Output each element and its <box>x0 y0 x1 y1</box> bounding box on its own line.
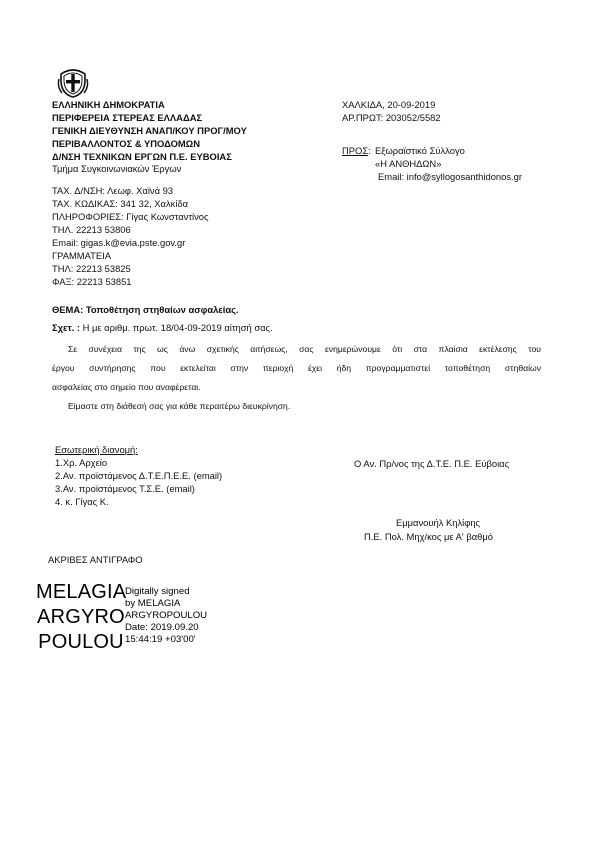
body-paragraph: Είμαστε στη διάθεσή σας για κάθε περαιτέρω διευκρίνηση. <box>68 401 291 411</box>
body-line: Σε συνέχεια της ως άνω σχετικής αιτήσεως, σας ενημερώνουμε ότι στα πλαίσια εκτέλεσης του <box>68 344 541 354</box>
signature-info-line: by MELAGIA <box>125 598 181 609</box>
protocol-number: ΑΡ.ΠΡΩΤ: 203052/5582 <box>342 112 441 123</box>
header-line: ΓΕΝΙΚΗ ΔΙΕΥΘΥΝΣΗ ΑΝΑΠ/ΚΟΥ ΠΡΟΓ/ΜΟΥ <box>52 125 247 136</box>
contact-line: ΤΗΛ. 22213 53806 <box>52 224 131 235</box>
distribution-title: Εσωτερική διανομή: <box>55 444 138 455</box>
internal-distribution <box>55 443 222 508</box>
recipient-name-2: «Η ΑΝΘΗΔΩΝ» <box>375 158 442 169</box>
digital-signature-info <box>125 586 207 646</box>
body-line: έργου συντήρησης που εκτελείται στην περιοχή έχει ήδη προγραμματιστεί τοποθέτηση στηθαίων <box>52 363 541 373</box>
recipient-colon: : <box>368 145 371 156</box>
contact-line: ΓΡΑΜΜΑΤΕΙΑ <box>52 250 111 261</box>
contact-line: ΤΑΧ. ΚΩΔΙΚΑΣ: 341 32, Χαλκίδα <box>52 198 189 209</box>
issue-date: ΧΑΛΚΙΔΑ, 20-09-2019 <box>342 99 436 110</box>
certified-copy-label: ΑΚΡΙΒΕΣ ΑΝΤΙΓΡΑΦΟ <box>48 554 143 565</box>
signature-name-line: POULOU <box>38 631 124 653</box>
reference-text: Η με αριθμ. πρωτ. 18/04-09-2019 αίτησή σας. <box>82 322 273 333</box>
distribution-item: 3.Αν. προϊστάμενος Τ.Σ.Ε. (email) <box>55 483 195 494</box>
contact-line: ΤΑΧ. Δ/ΝΣΗ: Λεωφ. Χαϊνά 93 <box>52 185 174 196</box>
signatory-role: Π.Ε. Πολ. Μηχ/κος με Α' βαθμό <box>364 531 493 542</box>
header-line: Δ/ΝΣΗ ΤΕΧΝΙΚΩΝ ΕΡΓΩΝ Π.Ε. ΕΥΒΟΙΑΣ <box>52 151 232 162</box>
recipient-details <box>375 144 465 170</box>
contact-line: ΦΑΞ: 22213 53851 <box>52 276 132 287</box>
recipient-email: Email: info@syllogosanthidonos.gr <box>378 171 522 182</box>
signature-info-line: Date: 2019.09.20 <box>125 622 199 633</box>
subject-line <box>52 303 239 316</box>
contact-block <box>52 184 209 288</box>
contact-line: ΠΛΗΡΟΦΟΡΙΕΣ: Γίγας Κωνσταντίνος <box>52 211 209 222</box>
distribution-item: 2.Αν. προϊστάμενος Δ.Τ.Ε.Π.Ε.Ε. (email) <box>55 470 223 481</box>
header-line: ΕΛΛΗΝΙΚΗ ΔΗΜΟΚΡΑΤΙΑ <box>52 99 165 110</box>
distribution-item: 4. κ. Γίγας Κ. <box>55 496 109 507</box>
signatory-title: Ο Αν. Πρ/νος της Δ.Τ.Ε. Π.Ε. Εύβοιας <box>354 458 510 469</box>
contact-line: Email: gigas.k@evia.pste.gov.gr <box>52 237 186 248</box>
header-line: ΠΕΡΙΦΕΡΕΙΑ ΣΤΕΡΕΑΣ ΕΛΛΑΔΑΣ <box>52 112 203 123</box>
signature-name-line: MELAGIA <box>36 581 127 603</box>
signatory-name: Εμμανουήλ Κηλίφης <box>396 517 481 528</box>
recipient-block <box>342 144 371 157</box>
reference-label: Σχετ. : <box>52 322 80 333</box>
contact-line: ΤΗΛ: 22213 53825 <box>52 263 131 274</box>
subject-text: Τοποθέτηση στηθαίων ασφαλείας. <box>85 304 239 315</box>
date-ref-block <box>342 98 441 124</box>
signature-info-line: Digitally signed <box>125 586 190 597</box>
issuer-header <box>52 98 247 163</box>
recipient-label: ΠΡΟΣ <box>342 145 369 156</box>
body-line: ασφαλείας στο σημείο που αναφέρεται. <box>52 382 201 392</box>
signature-info-line: ARGYROPOULOU <box>125 610 208 621</box>
signature-name-line: ARGYRO <box>37 606 125 628</box>
department-line: Τμήμα Συγκοινωνιακών Έργων <box>52 163 182 174</box>
greek-coat-of-arms-emblem <box>56 65 90 99</box>
recipient-name: Εξωραϊστικό Σύλλογο <box>375 145 465 156</box>
signature-info-line: 15:44:19 +03'00' <box>125 634 196 645</box>
distribution-item: 1.Χρ. Αρχείο <box>55 457 108 468</box>
reference-line <box>52 321 273 334</box>
subject-label: ΘΕΜΑ: <box>52 304 84 315</box>
header-line: ΠΕΡΙΒΑΛΛΟΝΤΟΣ & ΥΠΟΔΟΜΩΝ <box>52 138 200 149</box>
digital-signature-name <box>36 580 126 655</box>
